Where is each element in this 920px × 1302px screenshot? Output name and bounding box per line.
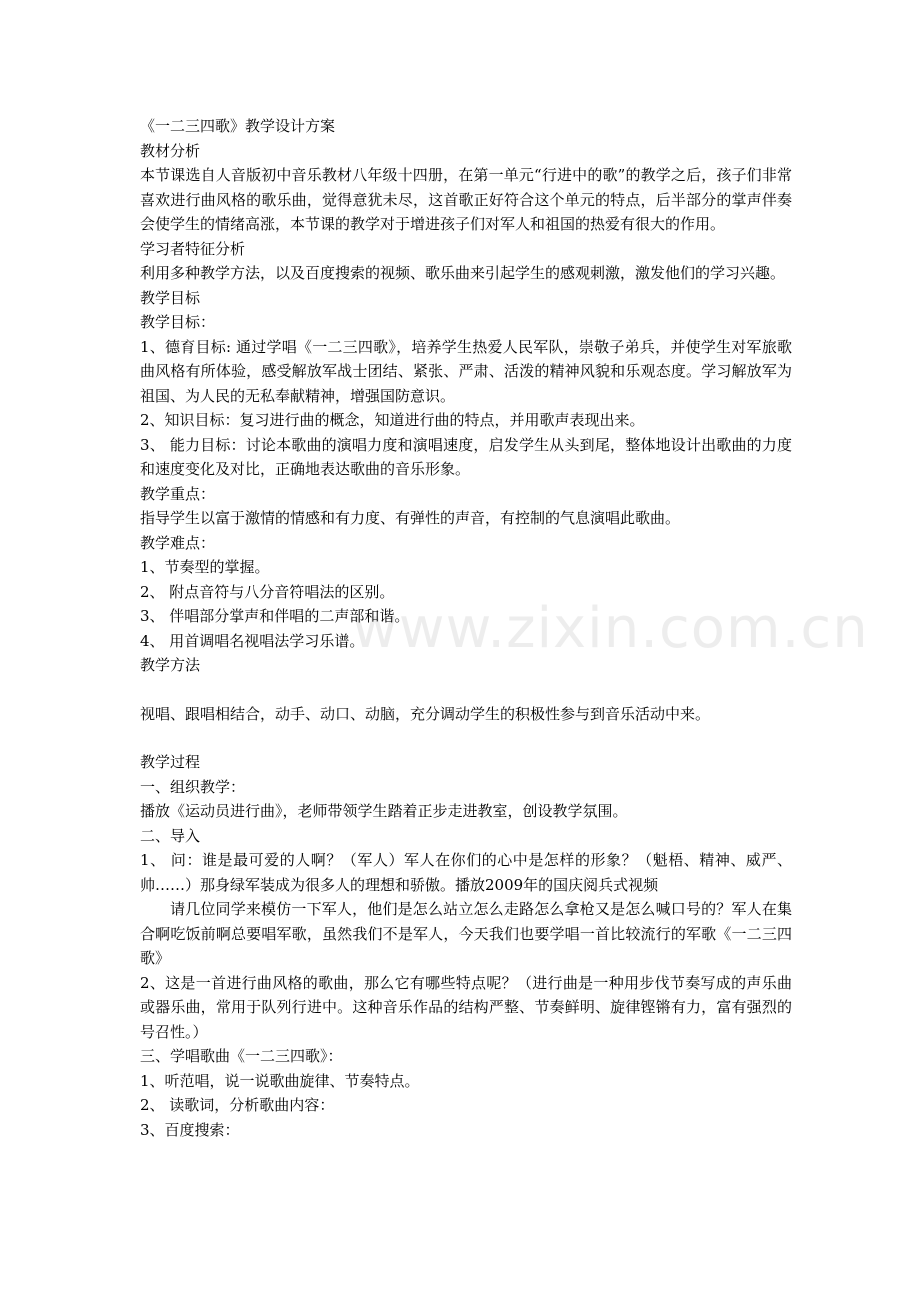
process-step-learn-item: 3、百度搜索： <box>140 1120 240 1139</box>
teaching-method-text: 视唱、跟唱相结合，动手、动口、动脑，充分调动学生的积极性参与到音乐活动中来。 <box>140 704 711 723</box>
goal-moral: 1、德育目标: 通过学唱《一二三四歌》，培养学生热爱人民军队，崇敬子弟兵，并使学生对军旅歌曲风格有所体验，感受解放军战士团结、紧张、严肃、活泼的精神风貌和乐观态度。学习解放军为祖国、为人民的无私奉献精神，增强国防意识。 <box>140 337 792 405</box>
difficulties-heading: 教学难点： <box>140 533 216 552</box>
process-step-learn-heading: 三、学唱歌曲《一二三四歌》： <box>140 1047 343 1065</box>
difficulty-item: 2、 附点音符与八分音符唱法的区别。 <box>140 582 395 601</box>
watermark: www.zixin.com.cn <box>352 596 869 661</box>
process-step-intro-item: 2、这是一首进行曲风格的歌曲，那么它有哪些特点呢？（进行曲是一种用步伐节奏写成的声乐曲或器乐曲，常用于队列行进中。这种音乐作品的结构严整、节奏鲜明、旋律铿锵有力，富有强烈的号召性。） <box>140 973 792 1041</box>
teaching-goals-subheading: 教学目标： <box>140 313 216 331</box>
teaching-method-heading: 教学方法 <box>140 656 201 674</box>
document-title: 《一二三四歌》教学设计方案 <box>140 117 336 135</box>
spacer <box>140 726 792 750</box>
process-step-organize-heading: 一、组织教学： <box>140 777 246 796</box>
process-step-learn-item: 2、 读歌词，分析歌曲内容： <box>140 1096 335 1114</box>
learner-analysis-text: 利用多种教学方法，以及百度搜索的视频、歌乐曲来引起学生的感观刺激，激发他们的学习兴趣。 <box>140 264 786 282</box>
process-step-intro-paragraph: 请几位同学来模仿一下军人，他们是怎么站立怎么走路怎么拿枪又是怎么喊口号的？军人在集合啊吃饭前啊总要唱军歌，虽然我们不是军人，今天我们也要学唱一首比较流行的军歌《一二三四歌》 <box>140 900 792 967</box>
goal-ability: 3、 能力目标：讨论本歌曲的演唱力度和演唱速度，启发学生从头到尾，整体地设计出歌曲的力度和速度变化及对比，正确地表达歌曲的音乐形象。 <box>140 435 792 478</box>
teaching-process-heading: 教学过程 <box>140 753 201 771</box>
difficulty-item: 4、 用首调唱名视唱法学习乐谱。 <box>140 631 365 650</box>
section-heading-learner-analysis: 学习者特征分析 <box>140 239 246 258</box>
key-points-text: 指导学生以富于激情的情感和有力度、有弹性的声音，有控制的气息演唱此歌曲。 <box>140 509 681 527</box>
document-body <box>140 114 792 1142</box>
process-step-organize-text: 播放《运动员进行曲》，老师带领学生踏着正步走进教室，创设教学氛围。 <box>140 802 628 820</box>
goal-knowledge: 2、知识目标：复习进行曲的概念，知道进行曲的特点，并用歌声表现出来。 <box>140 411 645 429</box>
process-step-intro-heading: 二、导入 <box>140 826 201 845</box>
section-heading-textbook-analysis: 教材分析 <box>140 141 201 160</box>
difficulty-item: 1、节奏型的掌握。 <box>140 558 270 576</box>
key-points-heading: 教学重点： <box>140 484 216 503</box>
spacer <box>140 678 792 702</box>
process-step-intro-item: 1、 问：谁是最可爱的人啊？（军人）军人在你们的心中是怎样的形象？（魁梧、精神、威严、帅……）那身绿军装成为很多人的理想和骄傲。播放2009年的国庆阅兵式视频 <box>140 851 792 894</box>
difficulty-item: 3、 伴唱部分掌声和伴唱的二声部和谐。 <box>140 607 410 625</box>
section-heading-teaching-goals: 教学目标 <box>140 288 201 307</box>
process-step-learn-item: 1、听范唱，说一说歌曲旋律、节奏特点。 <box>140 1071 420 1090</box>
textbook-analysis-text: 本节课选自人音版初中音乐教材八年级十四册，在第一单元“行进中的歌”的教学之后，孩子们非常喜欢进行曲风格的歌乐曲，觉得意犹未尽，这首歌正好符合这个单元的特点，后半部分的掌声伴奏会使学生的情绪高涨，本节课的教学对于增进孩子们对军人和祖国的热爱有很大的作用。 <box>140 166 792 233</box>
